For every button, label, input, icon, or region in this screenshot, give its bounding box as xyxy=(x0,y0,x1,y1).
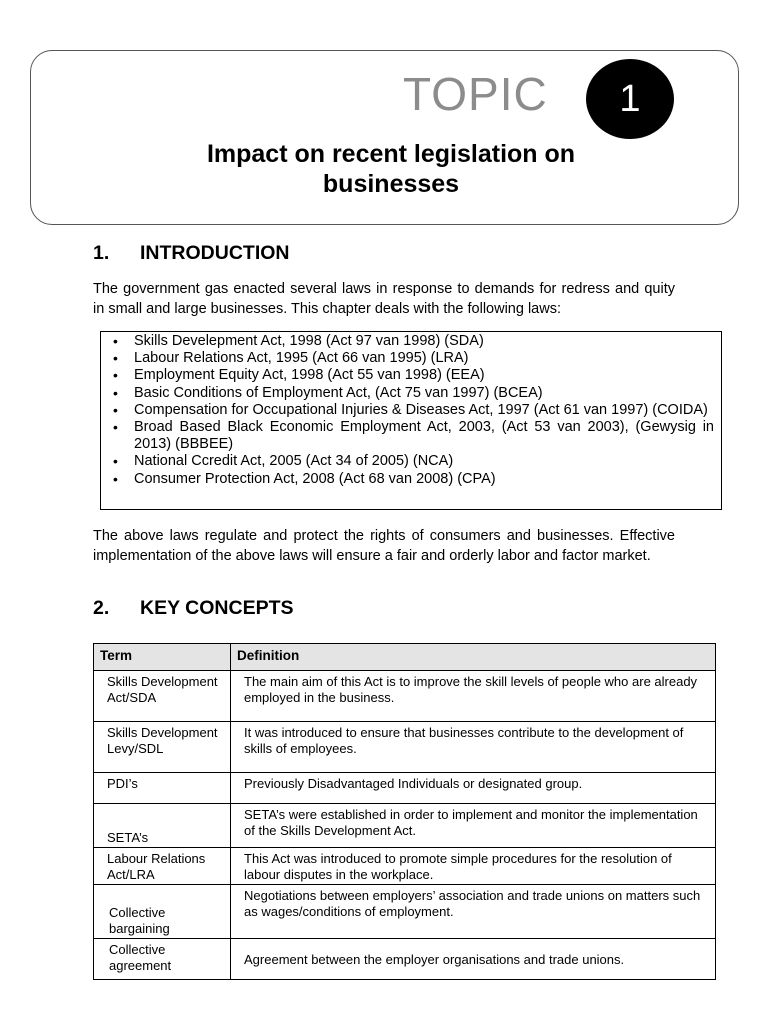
table-row xyxy=(94,804,716,848)
introduction-paragraph: The government gas enacted several laws in response to demands for redress and quity in small and large businesses. This chapter deals with the following laws: xyxy=(93,281,675,317)
topic-title-line-2: businesses xyxy=(322,170,460,198)
law-item: • Broad Based Black Economic Employment Act, 2003, (Act 53 van 2003), (Gewysig in 2013) (BBBEE) xyxy=(134,419,714,453)
laws-summary-paragraph: The above laws regulate and protect the rights of consumers and businesses. Effective implementation of the above laws will ensure a fair and orderly labor and factor market. xyxy=(93,528,675,564)
table-row xyxy=(94,848,716,885)
topic-label: TOPIC xyxy=(403,68,548,120)
term-cell: Collective agreement xyxy=(94,939,231,980)
term-cell: Collective bargaining xyxy=(94,885,231,939)
laws-list xyxy=(134,333,714,488)
law-item: • Skills Develepment Act, 1998 (Act 97 van 1998) (SDA) xyxy=(134,333,714,350)
definition-cell: It was introduced to ensure that businesses contribute to the development of skills of employees. xyxy=(231,722,716,773)
introduction-heading xyxy=(93,242,290,265)
topic-title-line-1: Impact on recent legislation on xyxy=(206,140,576,168)
table-header-row xyxy=(94,644,716,671)
law-item: • National Ccredit Act, 2005 (Act 34 of 2005) (NCA) xyxy=(134,453,714,470)
term-cell: Skills Development Act/SDA xyxy=(94,671,231,722)
definition-cell: Previously Disadvantaged Individuals or designated group. xyxy=(231,773,716,804)
key-concepts-number: 2. xyxy=(93,597,110,619)
term-cell: Skills Development Levy/SDL xyxy=(94,722,231,773)
key-concepts-heading xyxy=(93,597,294,620)
introduction-number: 1. xyxy=(93,242,110,264)
law-item: • Basic Conditions of Employment Act, (Act 75 van 1997) (BCEA) xyxy=(134,385,714,402)
definition-cell: Agreement between the employer organisations and trade unions. xyxy=(231,939,716,980)
column-header-definition: Definition xyxy=(231,644,716,671)
table-row xyxy=(94,885,716,939)
term-cell: PDI’s xyxy=(94,773,231,804)
table-row xyxy=(94,722,716,773)
definition-cell: The main aim of this Act is to improve the skill levels of people who are already employed in the business. xyxy=(231,671,716,722)
laws-list-box xyxy=(100,331,722,510)
topic-title xyxy=(31,139,751,199)
table-row xyxy=(94,671,716,722)
term-cell: Labour Relations Act/LRA xyxy=(94,848,231,885)
law-item: • Consumer Protection Act, 2008 (Act 68 van 2008) (CPA) xyxy=(134,471,714,488)
definition-cell: This Act was introduced to promote simple procedures for the resolution of labour disputes in the workplace. xyxy=(231,848,716,885)
law-item: • Labour Relations Act, 1995 (Act 66 van 1995) (LRA) xyxy=(134,350,714,367)
definition-cell: Negotiations between employers’ association and trade unions on matters such as wages/conditions of employment. xyxy=(231,885,716,939)
key-concepts-title: KEY CONCEPTS xyxy=(140,597,294,619)
definition-cell: SETA’s were established in order to implement and monitor the implementation of the Skills Development Act. xyxy=(231,804,716,848)
topic-header-box xyxy=(30,50,739,225)
table-row xyxy=(94,773,716,804)
topic-number-badge: 1 xyxy=(586,59,674,139)
term-cell: SETA’s xyxy=(94,804,231,848)
column-header-term: Term xyxy=(94,644,231,671)
table-row xyxy=(94,939,716,980)
law-item: • Compensation for Occupational Injuries & Diseases Act, 1997 (Act 61 van 1997) (COIDA) xyxy=(134,402,714,419)
key-concepts-table xyxy=(93,643,716,980)
introduction-title: INTRODUCTION xyxy=(140,242,290,264)
law-item: • Employment Equity Act, 1998 (Act 55 van 1998) (EEA) xyxy=(134,367,714,384)
